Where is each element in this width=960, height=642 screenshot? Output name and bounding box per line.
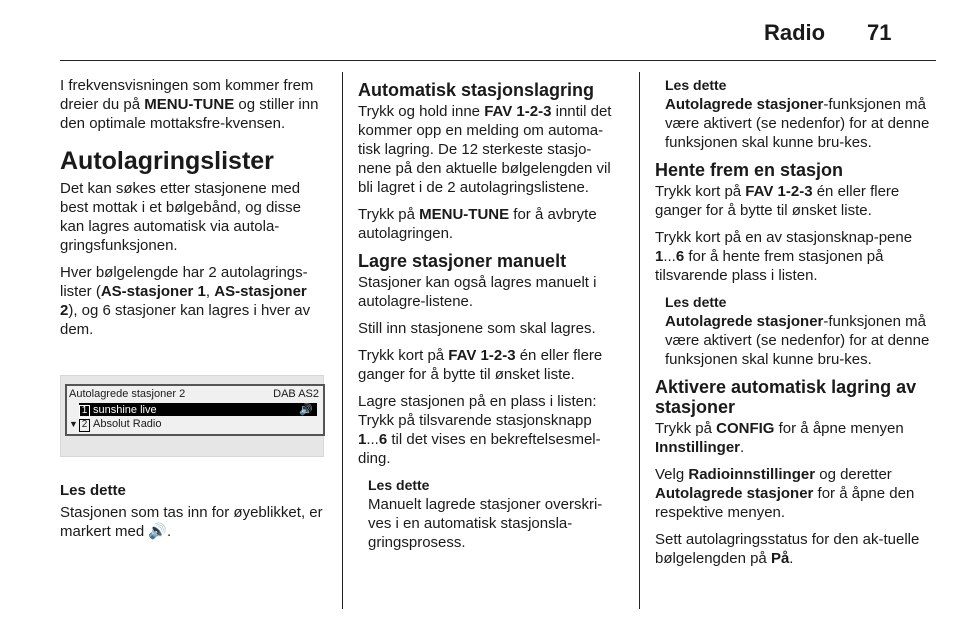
display-title: Autolagrede stasjoner 2: [69, 388, 186, 400]
heading-hente-frem: Hente frem en stasjon: [655, 160, 844, 180]
preset-number: 2: [79, 419, 90, 432]
select-paragraph: Velg Radioinnstillinger og deretter Autolagrede stasjoner for å åpne den respektive menyen.: [655, 466, 915, 521]
config-paragraph: Trykk på CONFIG for å åpne menyen Innstillinger.: [655, 420, 904, 456]
column-2: [358, 80, 624, 552]
preset-number: 1: [79, 405, 90, 418]
display-band: DAB AS2: [273, 388, 319, 400]
note-text: Stasjonen som tas inn for øyeblikket, er markert med 🔊.: [60, 504, 323, 540]
note-text: Manuelt lagrede stasjoner overskri-ves i en automatisk stasjonsla-gringsprosess.: [368, 496, 603, 551]
station-row-selected: [79, 403, 317, 416]
speaker-icon: 🔊: [299, 404, 313, 416]
intro-paragraph: I frekvensvisningen som kommer frem dreier du på MENU-TUNE og stiller inn den optimale mottaksfre-kvensen.: [60, 77, 319, 132]
note-title: Les dette: [368, 477, 430, 493]
heading-automatisk-stasjonslagring: Automatisk stasjonslagring: [358, 80, 595, 100]
heading-aktivere: Aktivere automatisk lagring av stasjoner: [655, 377, 917, 417]
press-paragraph: Trykk kort på en av stasjonsknap-pene 1...6 for å hente frem stasjonen på tilsvarende plass i listen.: [655, 229, 913, 284]
note-text: Autolagrede stasjoner-funksjonen må være aktivert (se nedenfor) for at denne funksjonen skal kunne bru-kes.: [665, 313, 930, 368]
note-text: Autolagrede stasjoner-funksjonen må være aktivert (se nedenfor) for at denne funksjonen skal kunne bru-kes.: [665, 96, 930, 151]
station-name: sunshine live: [93, 404, 157, 416]
radio-display-image: [60, 375, 324, 457]
station-row: [69, 417, 162, 432]
note-current-station: [60, 481, 326, 541]
column-divider-2: [639, 72, 640, 609]
save-paragraph: Lagre stasjonen på en plass i listen: Trykk på tilsvarende stasjonsknapp 1...6 til det vises en bekreftelsesmel-ding.: [358, 393, 601, 467]
set-paragraph: Sett autolagringsstatus for den ak-tuelle bølgelengden på På.: [655, 531, 920, 567]
page-header-title: Radio: [764, 20, 826, 45]
display-panel: [65, 384, 325, 436]
station-name: Absolut Radio: [93, 418, 162, 430]
lists-paragraph: Hver bølgelengde har 2 autolagrings-lister (AS-stasjoner 1, AS-stasjoner 2), og 6 stasjoner kan lagres i hver av dem.: [60, 264, 311, 338]
heading-lagre-manuelt: Lagre stasjoner manuelt: [358, 251, 567, 271]
note-manual-overwrite: [358, 476, 624, 552]
fav-paragraph: Trykk kort på FAV 1-2-3 én eller flere ganger for å bytte til ønsket liste.: [358, 347, 603, 383]
down-arrow-icon: ▼: [69, 419, 78, 429]
recall-paragraph: Trykk kort på FAV 1-2-3 én eller flere ganger for å bytte til ønsket liste.: [655, 183, 900, 219]
manual-paragraph: Stasjoner kan også lagres manuelt i autolagre-listene.: [358, 274, 597, 310]
note-title: Les dette: [665, 77, 727, 93]
cancel-paragraph: Trykk på MENU-TUNE for å avbryte autolagringen.: [358, 206, 597, 242]
note-title: Les dette: [665, 294, 727, 310]
page-number: 71: [867, 20, 892, 45]
note-title: Les dette: [60, 482, 126, 499]
header-rule: [60, 60, 936, 61]
heading-autolagringslister: Autolagringslister: [60, 147, 274, 175]
column-3: [655, 76, 940, 576]
tune-paragraph: Still inn stasjonene som skal lagres.: [358, 320, 596, 337]
hold-paragraph: Trykk og hold inne FAV 1-2-3 inntil det kommer opp en melding om automa-tisk lagring. De 12 sterkeste stasjo-nene på den aktuelle bølgelengden vil bli lagret i de 2 autolagringslistene.: [358, 103, 612, 196]
column-1: [60, 76, 326, 541]
column-divider-1: [342, 72, 343, 609]
note-autostore-required-2: [655, 293, 940, 369]
note-autostore-required-1: [655, 76, 940, 152]
search-paragraph: Det kan søkes etter stasjonene med best mottak i et bølgebånd, og disse kan lagres automatisk via autola-gringsfunksjonen.: [60, 180, 301, 254]
